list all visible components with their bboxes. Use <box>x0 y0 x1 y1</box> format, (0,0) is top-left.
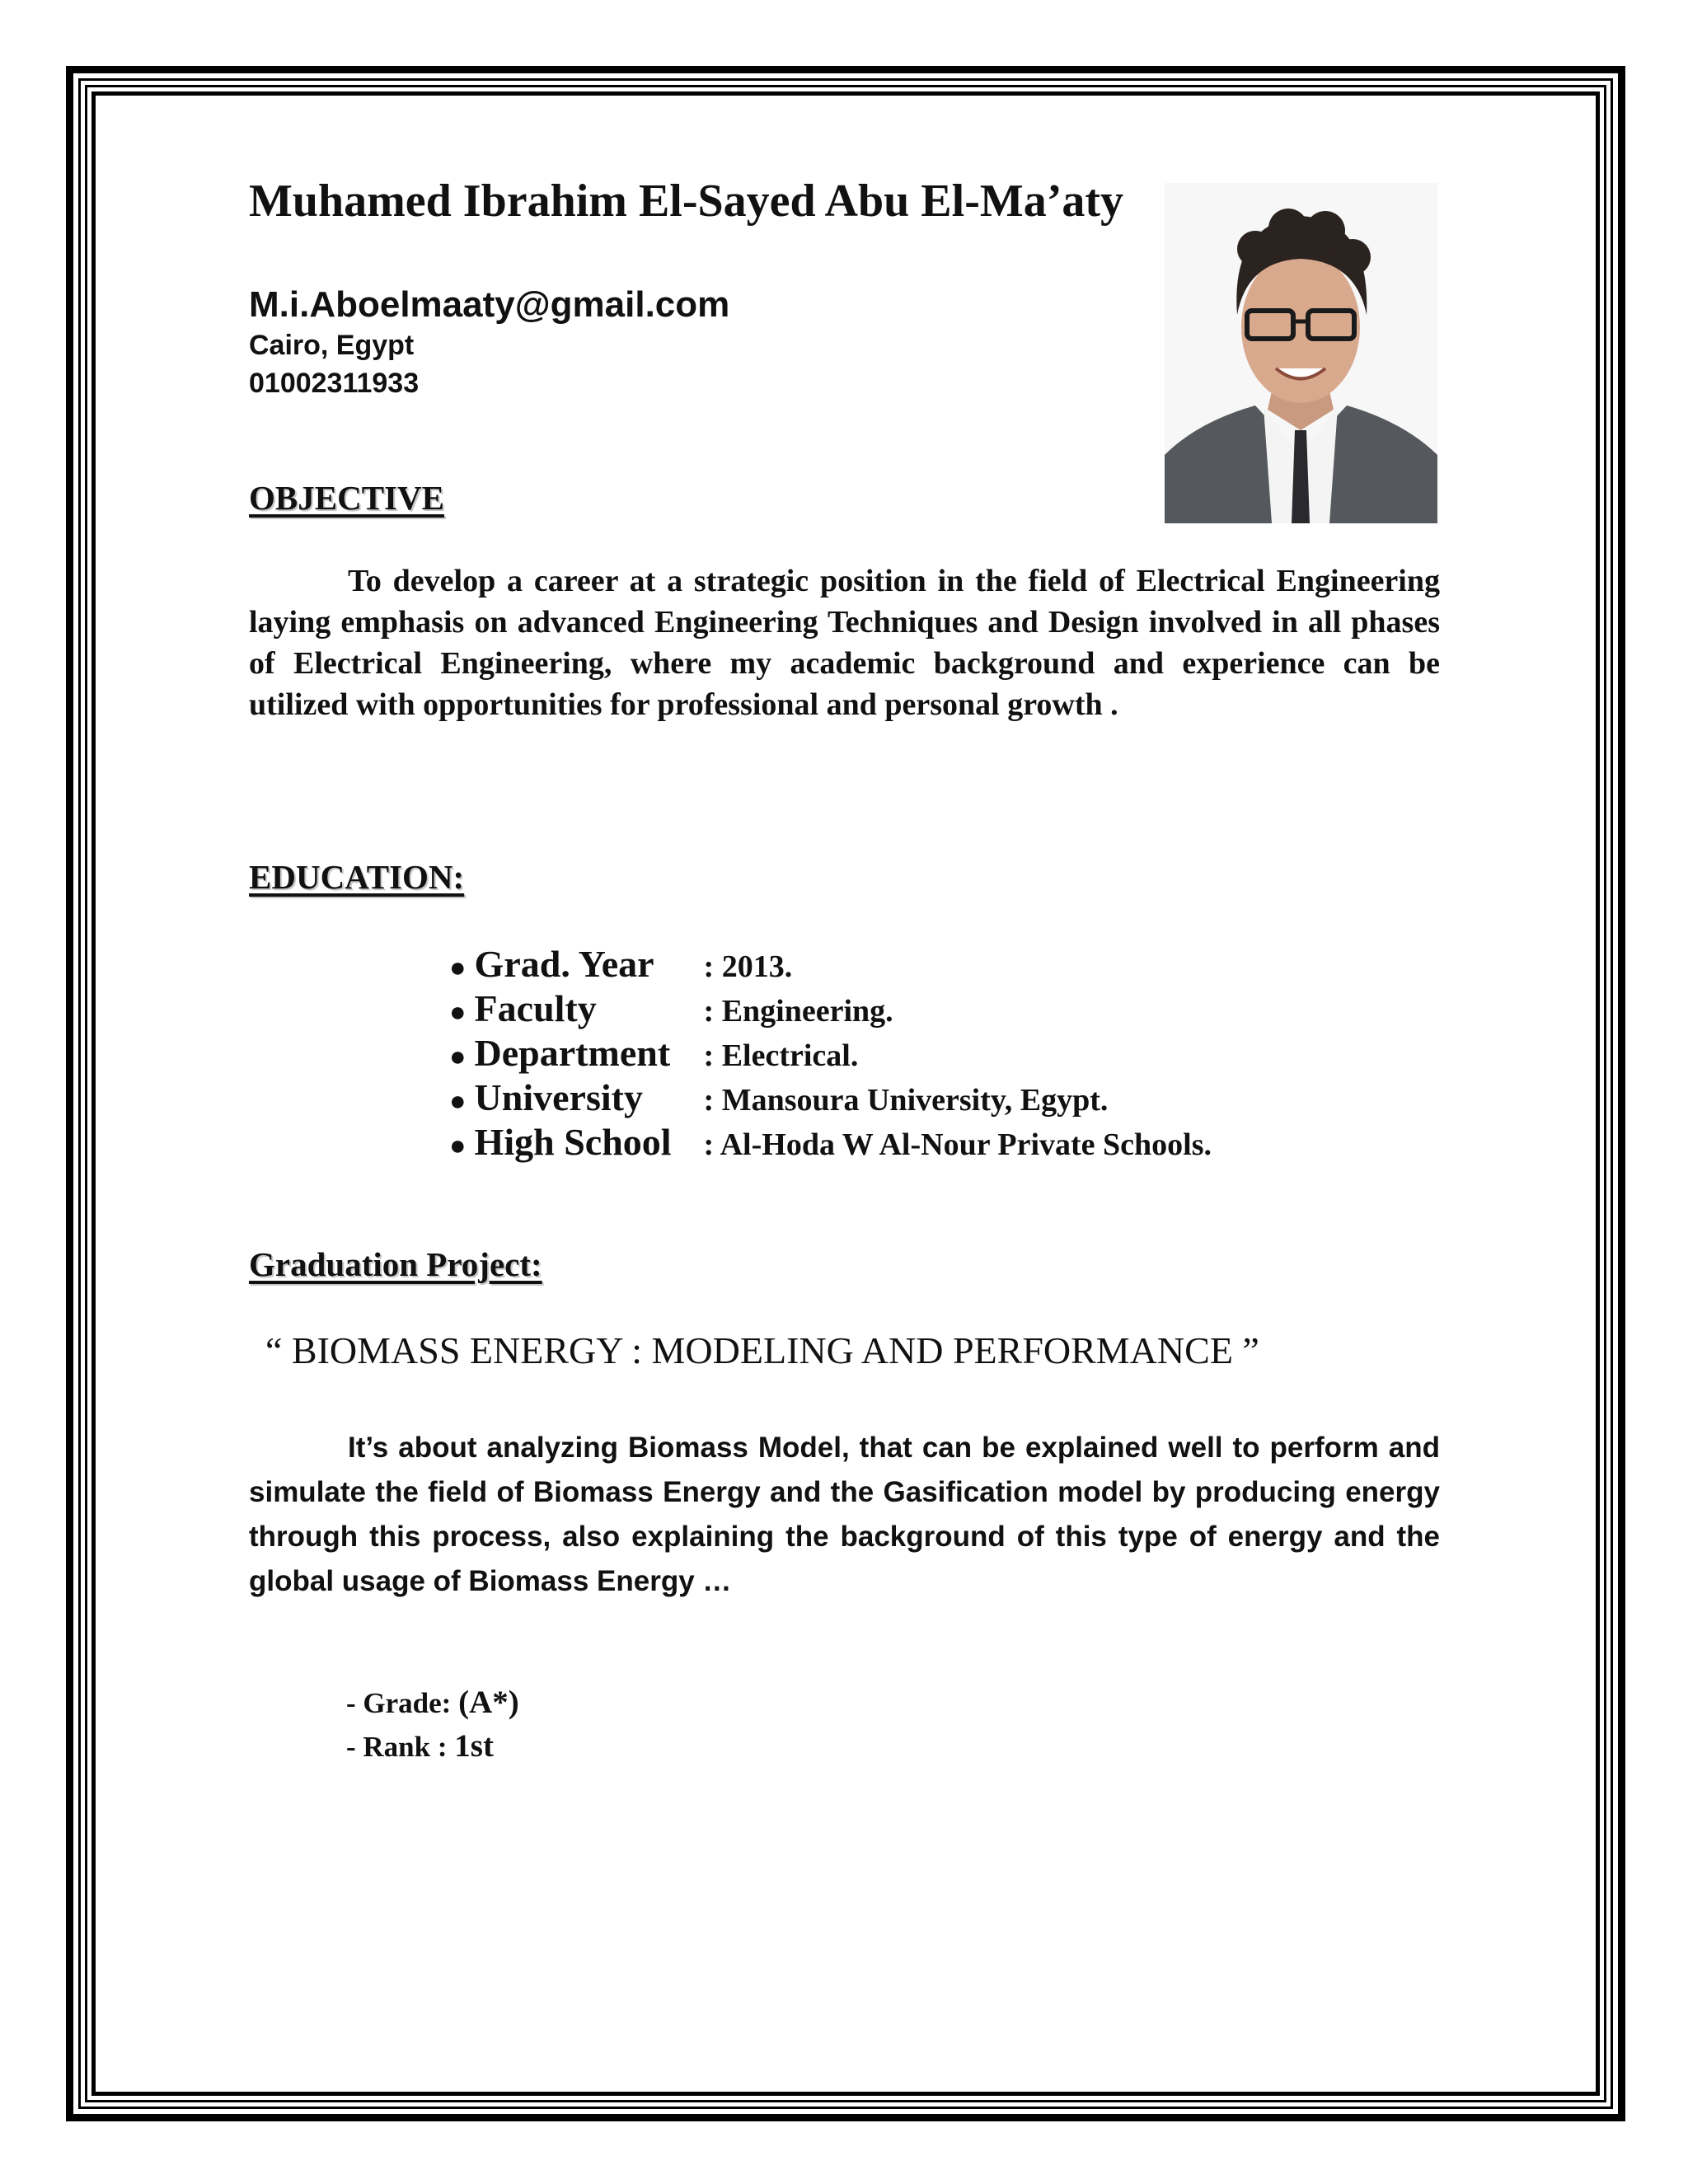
edu-value: : Mansoura University, Egypt. <box>703 1083 1109 1118</box>
bullet-icon: ● <box>449 997 467 1028</box>
location: Cairo, Egypt <box>249 330 415 361</box>
project-title: “ BIOMASS ENERGY : MODELING AND PERFORMANCE ” <box>265 1329 1259 1371</box>
list-item <box>449 1076 1212 1120</box>
edu-label: Grad. Year <box>474 943 654 985</box>
grade-value: (A*) <box>458 1685 519 1720</box>
graduation-project-heading: Graduation Project: <box>249 1245 542 1283</box>
objective-text: To develop a career at a strategic position in the field of Electrical Engineering laying emphasis on advanced Engineering Techniques and Design involved in all phases of Electrical Engineering, where my academic background and experience can be utilized with opportunities for professional and personal growth . <box>249 564 1440 722</box>
edu-label: University <box>474 1076 643 1118</box>
edu-value: : Electrical. <box>703 1038 859 1073</box>
education-list <box>449 942 1212 1165</box>
bullet-icon: ● <box>449 953 467 983</box>
rank-value: 1st <box>454 1728 494 1764</box>
grade-line <box>346 1681 519 1725</box>
project-description: It’s about analyzing Biomass Model, that can be explained well to perform and simulate the field of Biomass Energy and the Gasification model by producing energy through this process, also explaining the background of this type of energy and the global usage of Biomass Energy … <box>249 1432 1440 1597</box>
list-item <box>449 1120 1212 1165</box>
edu-label: Department <box>474 1032 671 1074</box>
email[interactable]: M.i.Aboelmaaty@gmail.com <box>249 284 730 325</box>
rank-label: - Rank : <box>346 1731 448 1763</box>
edu-label: High School <box>474 1121 672 1163</box>
list-item <box>449 987 1212 1031</box>
phone: 01002311933 <box>249 368 420 399</box>
list-item <box>449 1031 1212 1076</box>
rank-line <box>346 1725 519 1769</box>
bullet-icon: ● <box>449 1086 467 1117</box>
list-item <box>449 942 1212 987</box>
edu-value: : Engineering. <box>703 994 893 1029</box>
bullet-icon: ● <box>449 1131 467 1161</box>
edu-value: : Al-Hoda W Al-Nour Private Schools. <box>703 1127 1212 1162</box>
edu-label: Faculty <box>474 987 597 1029</box>
edu-value: : 2013. <box>703 949 793 984</box>
profile-photo <box>1165 183 1437 523</box>
education-heading: EDUCATION: <box>249 858 465 896</box>
objective-heading: OBJECTIVE <box>249 479 444 517</box>
bullet-icon: ● <box>449 1042 467 1072</box>
project-results <box>346 1681 519 1769</box>
grade-label: - Grade: <box>346 1687 452 1719</box>
candidate-name: Muhamed Ibrahim El-Sayed Abu El-Ma’aty <box>249 176 1123 227</box>
